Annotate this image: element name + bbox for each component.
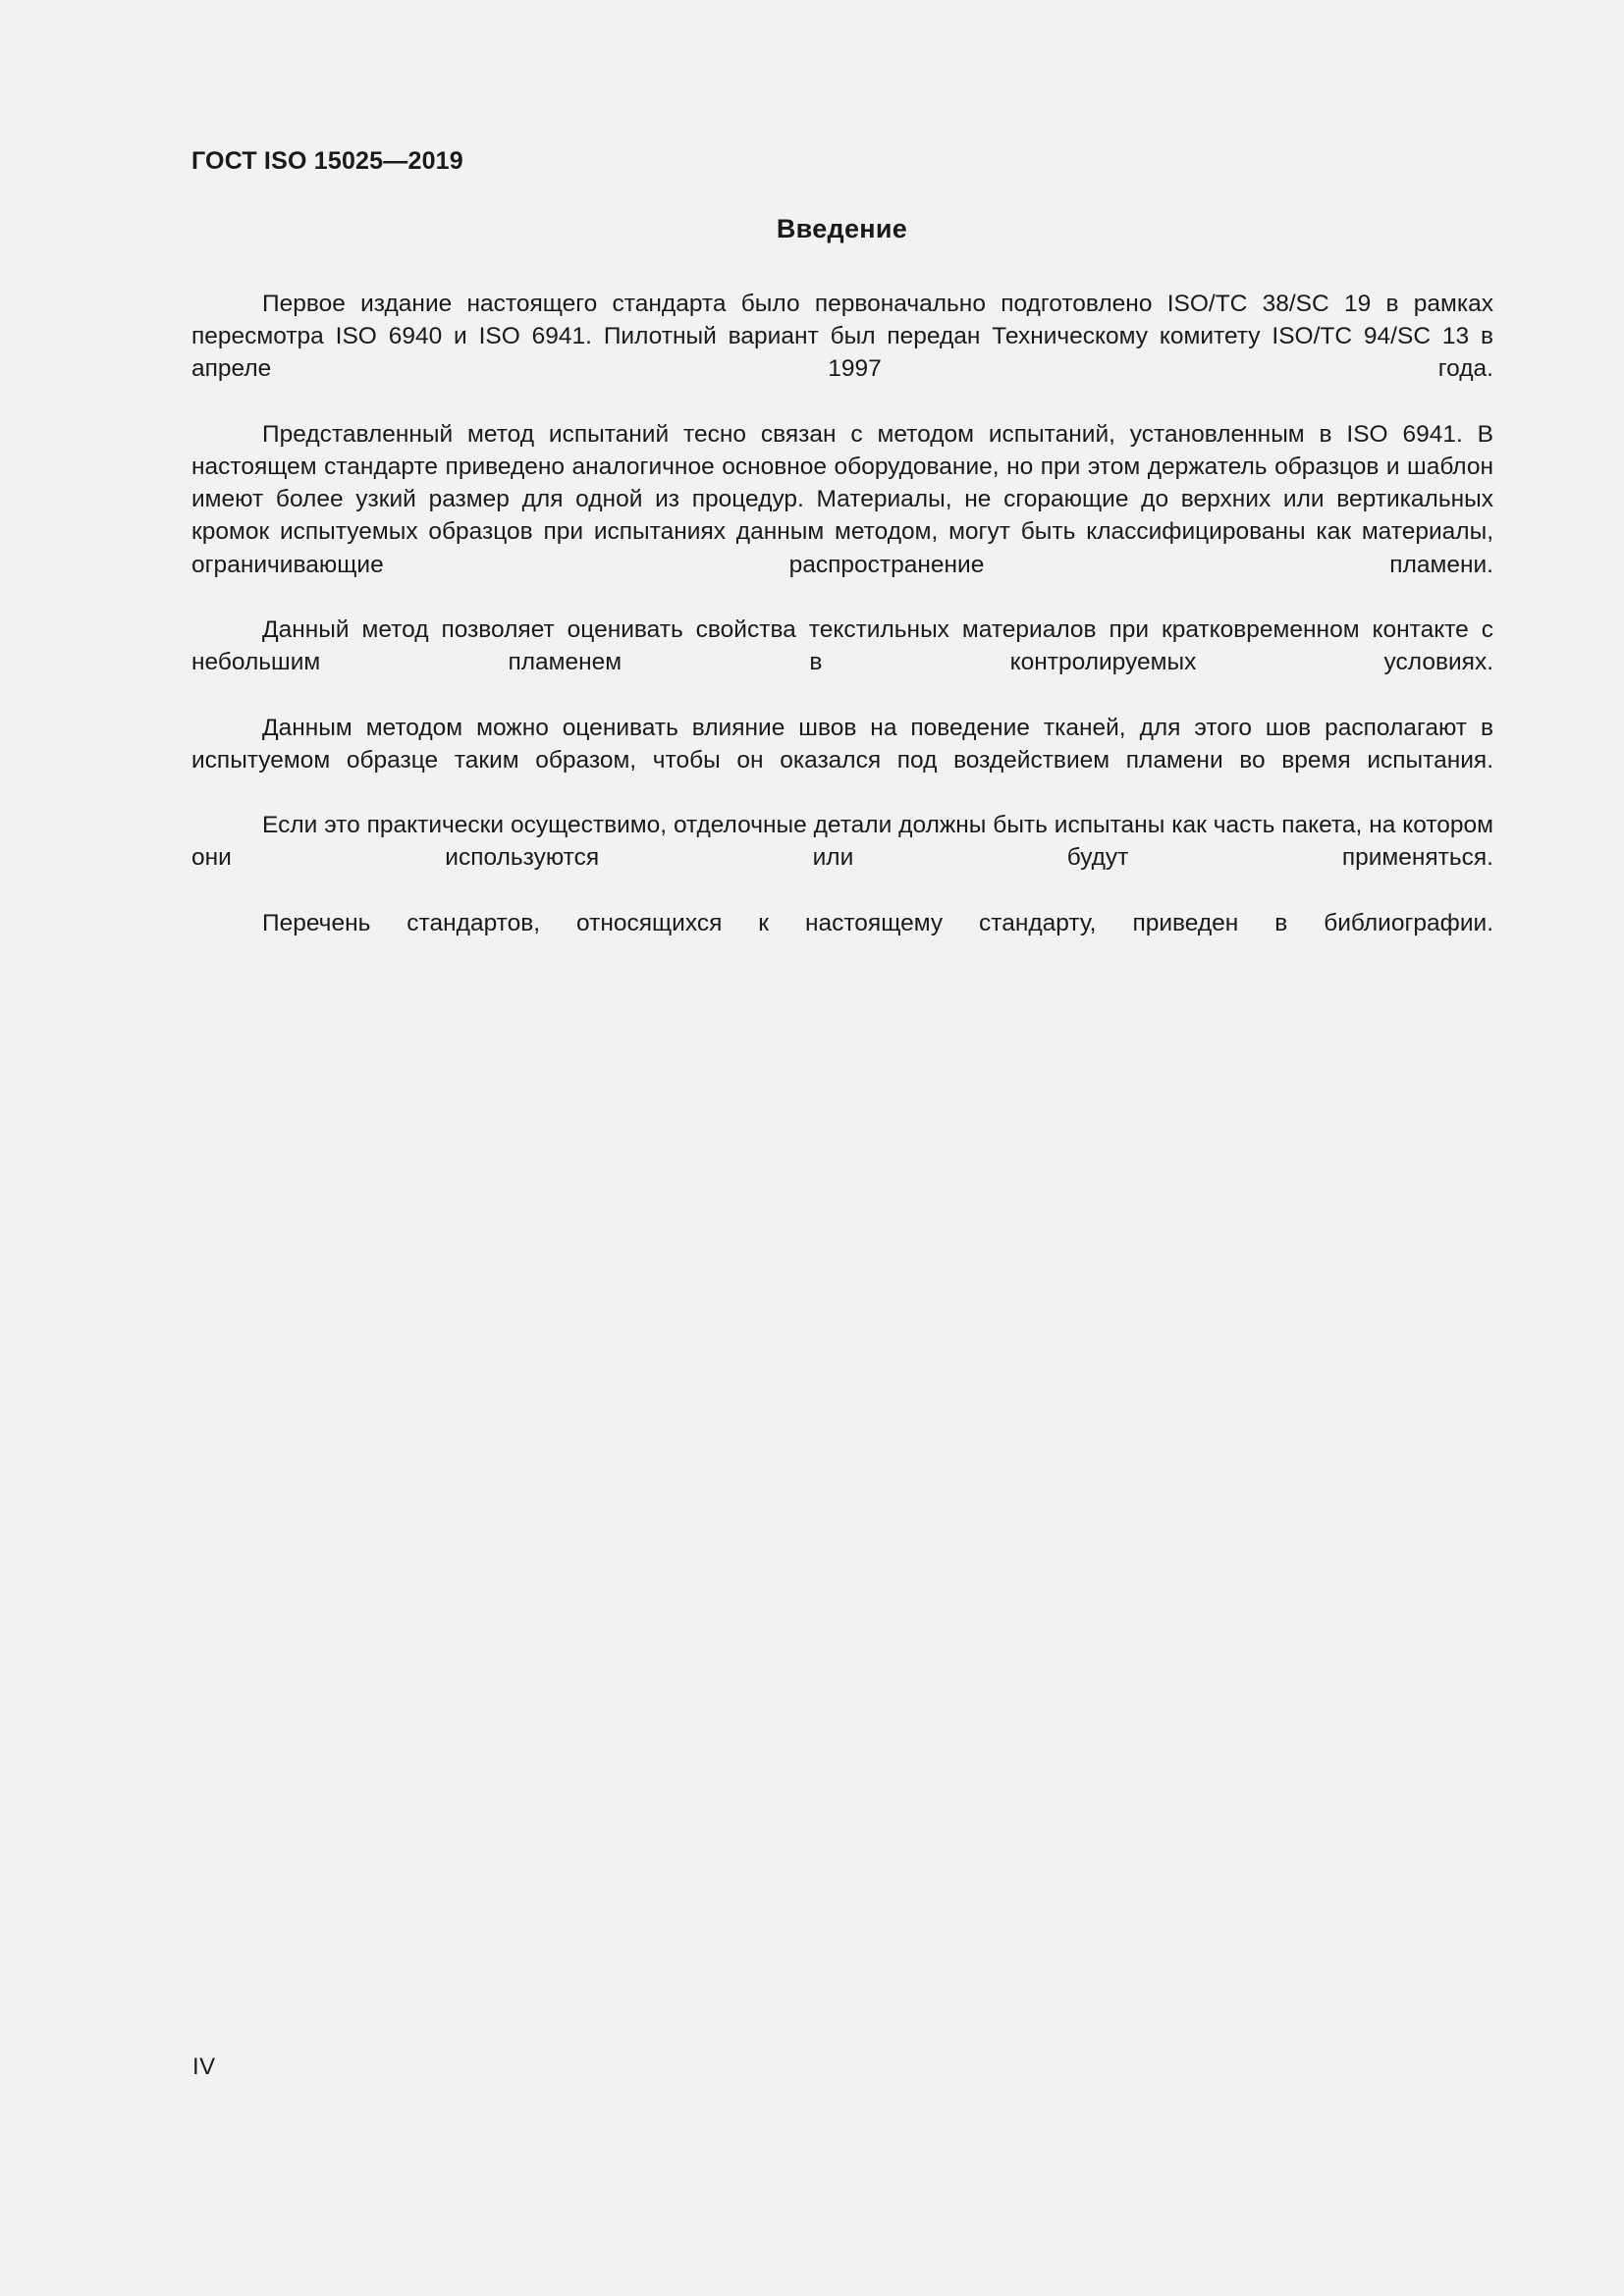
page-title: Введение (776, 214, 908, 243)
paragraph: Перечень стандартов, относящихся к настоящему стандарту, приведен в библиографии. (262, 909, 1493, 936)
paragraph: Если это практически осуществимо, отделочные детали должны быть испытаны как часть пакета, на котором они используются или будут применяться. (191, 812, 1493, 872)
paragraph: Данным методом можно оценивать влияние швов на поведение тканей, для этого шов располагают в испытуемом образце таким образом, чтобы он оказался под воздействием пламени во время испытания. (191, 714, 1493, 774)
paragraph: Представленный метод испытаний тесно связан с методом испытаний, установленным в ISO 6941. В настоящем стандарте приведено аналогичное основное оборудование, но при этом держатель образцов и шаблон имеют более узкий размер для одной из процедур. Материалы, не сгорающие до верхних или вертикальных кромок испытуемых образцов при испытаниях данным методом, могут быть классифицированы как материалы, ограничивающие распространение пламени. (191, 420, 1493, 578)
paragraph: Данный метод позволяет оценивать свойства текстильных материалов при кратковременном контакте с небольшим пламенем в контролируемых условиях. (191, 616, 1493, 676)
paragraph: Первое издание настоящего стандарта было первоначально подготовлено ISO/TC 38/SC 19 в рамках пересмотра ISO 6940 и ISO 6941. Пилотный вариант был передан Техническому комитету ISO/TC 94/SC 13 в апреле 1997 года. (191, 291, 1493, 383)
running-head-standard-number: ГОСТ ISO 15025—2019 (191, 147, 463, 175)
page-number: IV (192, 2054, 216, 2080)
body-text (191, 288, 1493, 972)
